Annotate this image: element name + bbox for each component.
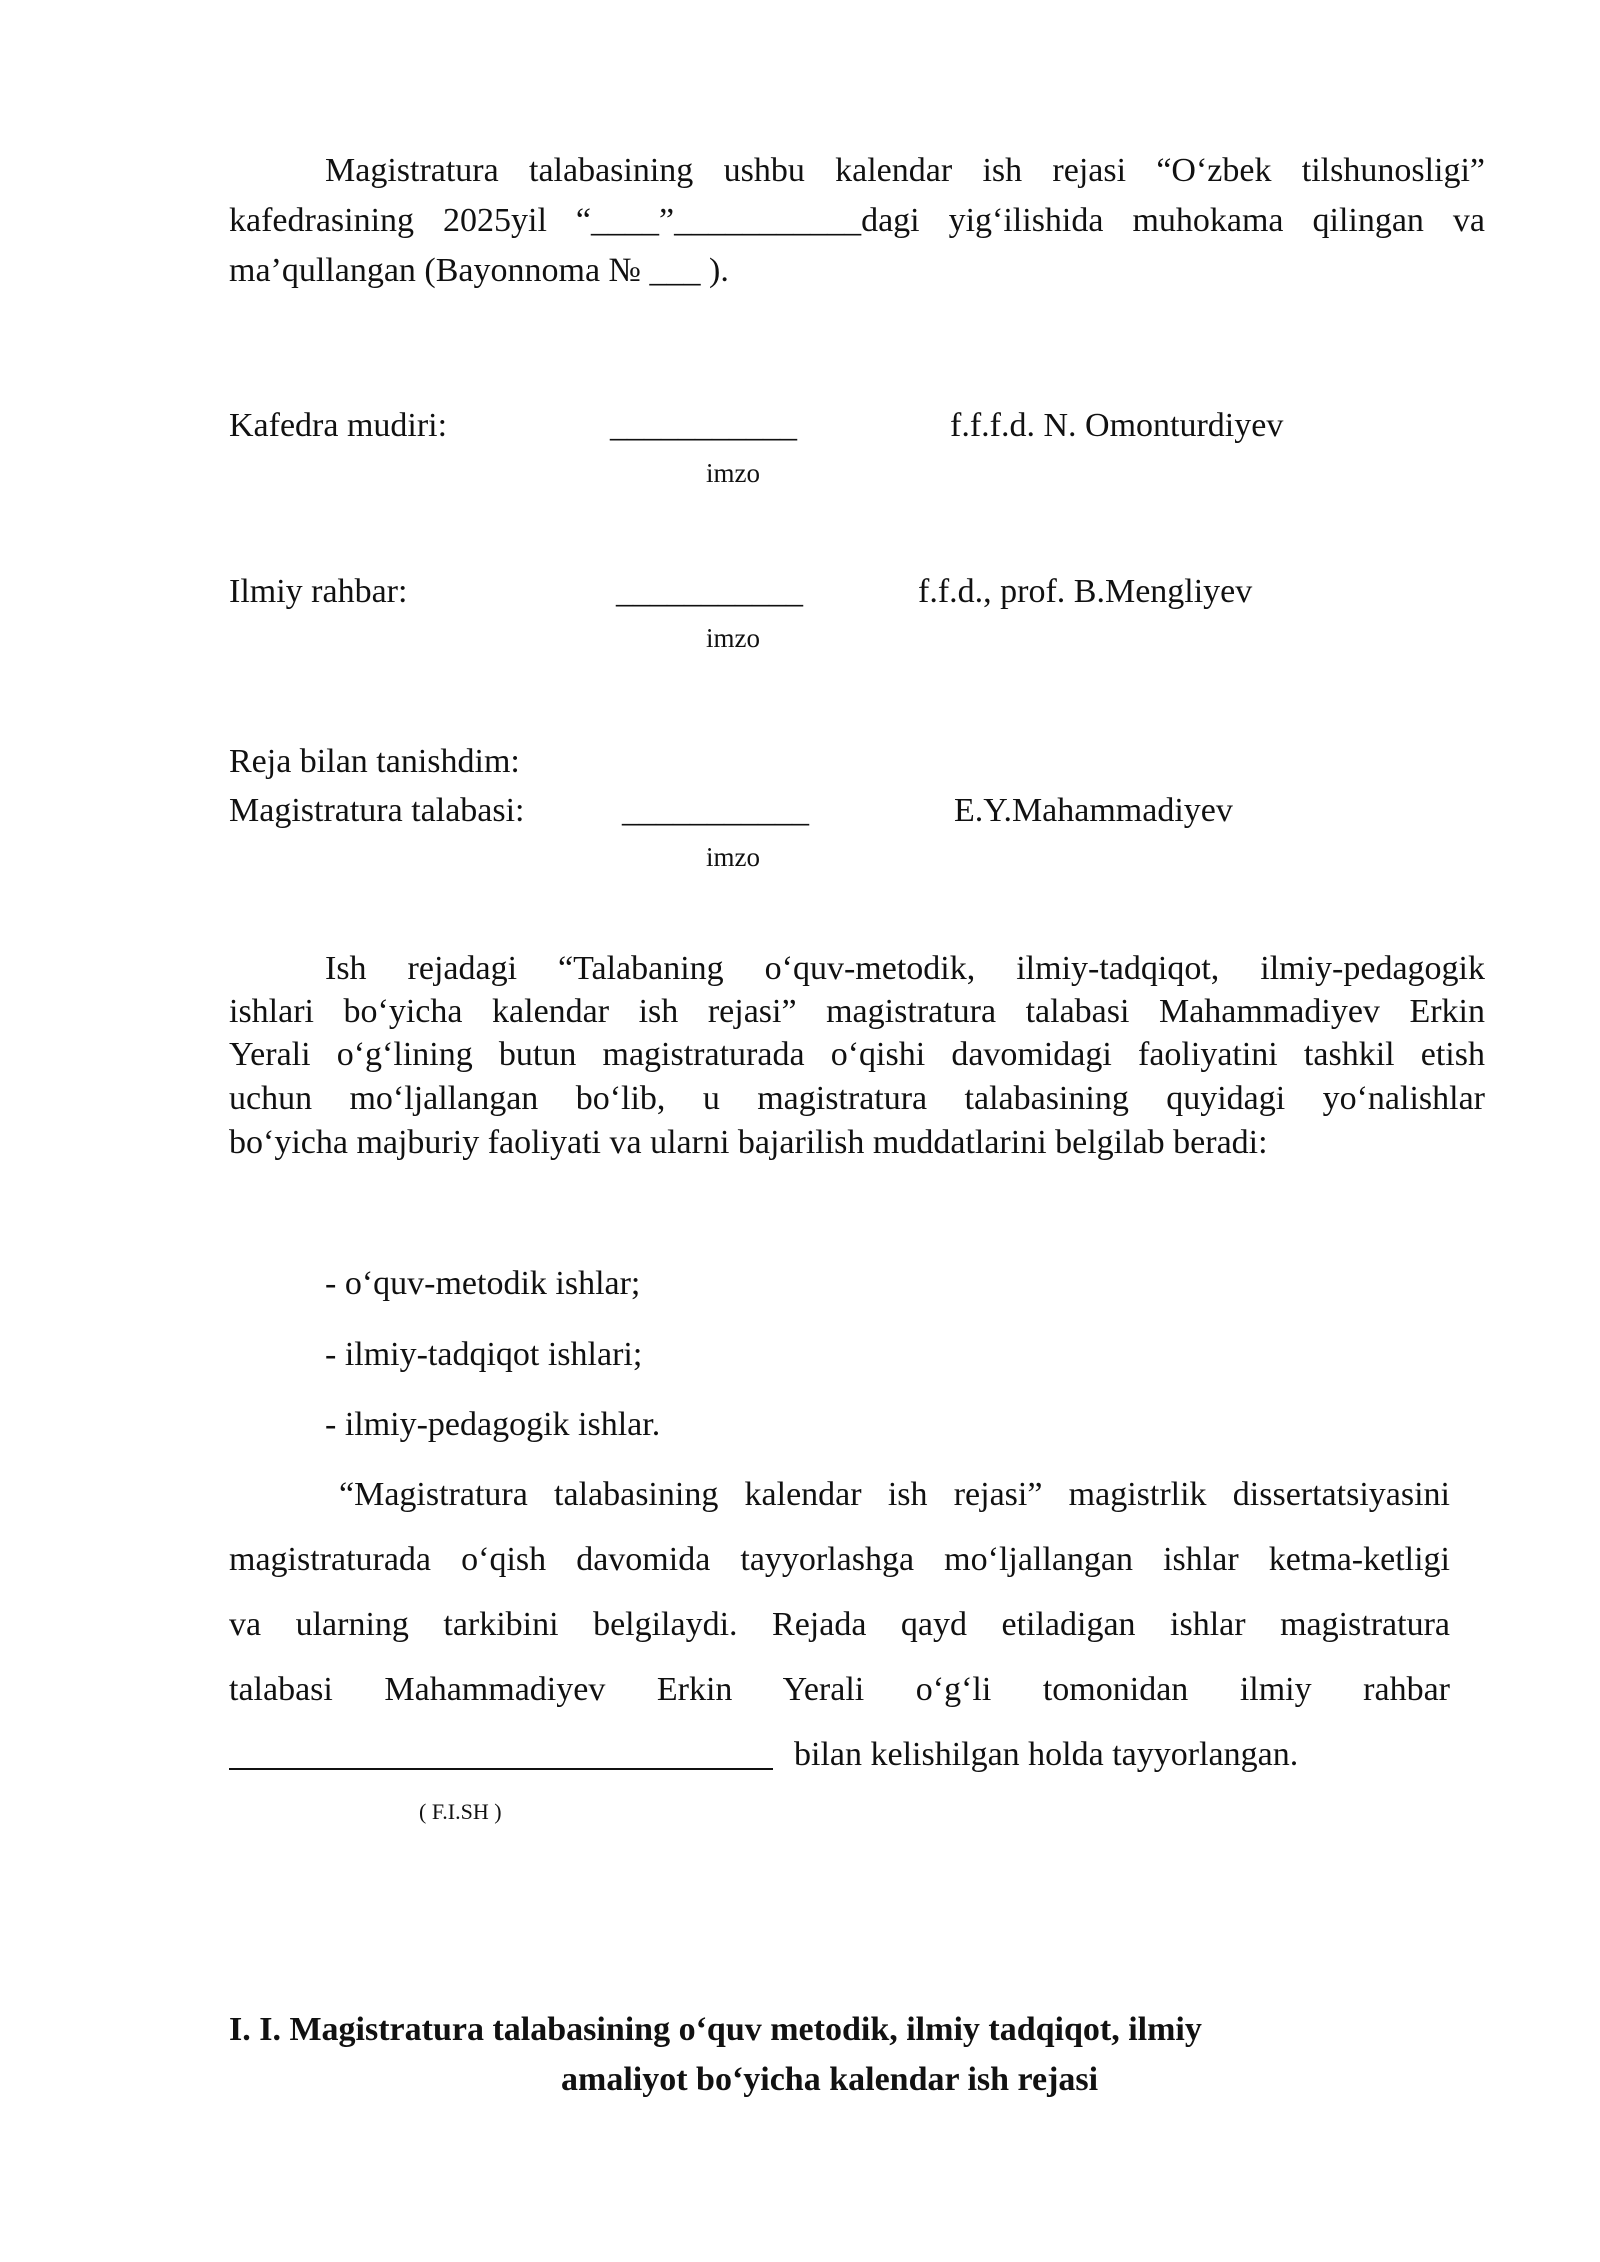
signature-role: Magistratura talabasi: [229,792,525,829]
approval-line-1: Magistratura talabasining ushbu kalendar ish rejasi “O‘zbek tilshunosligi” [325,152,1485,189]
section-heading-line-1: I. I. Magistratura talabasining o‘quv metodik, ilmiy tadqiqot, ilmiy [229,2011,1202,2048]
intro-line-1: Ish rejadagi “Talabaning o‘quv-metodik, ilmiy-tadqiqot, ilmiy-pedagogik [325,950,1485,987]
signature-name: E.Y.Mahammadiyev [954,792,1233,829]
plan-line-5: bilan kelishilgan holda tayyorlangan. [794,1736,1299,1773]
list-item: - ilmiy-pedagogik ishlar. [325,1406,661,1443]
signature-role: Kafedra mudiri: [229,407,448,444]
signature-caption: imzo [706,458,760,488]
intro-line-4: uchun mo‘ljallangan bo‘lib, u magistratura talabasining quyidagi yo‘nalishlar [229,1080,1485,1117]
plan-line-1: “Magistratura talabasining kalendar ish rejasi” magistrlik dissertatsiyasini [339,1476,1450,1513]
list-item: - ilmiy-tadqiqot ishlari; [325,1336,643,1373]
signature-blank: ___________ [622,792,809,829]
signature-blank: ___________ [610,407,797,444]
advisor-name-blank [229,1768,773,1770]
signature-blank: ___________ [616,573,803,610]
fish-caption: ( F.I.SH ) [419,1799,502,1824]
intro-line-2: ishlari bo‘yicha kalendar ish rejasi” magistratura talabasi Mahammadiyev Erkin [229,993,1485,1030]
section-heading-line-2: amaliyot bo‘yicha kalendar ish rejasi [561,2061,1099,2098]
signature-name: f.f.f.d. N. Omonturdiyev [950,407,1284,444]
approval-line-3: ma’qullangan (Bayonnoma № ___ ). [229,252,729,289]
approval-line-2: kafedrasining 2025yil “____”___________dagi yig‘ilishida muhokama qilingan va [229,202,1485,239]
plan-line-2: magistraturada o‘qish davomida tayyorlashga mo‘ljallangan ishlar ketma-ketligi [229,1541,1450,1578]
signature-acknowledgement: Reja bilan tanishdim: [229,743,520,780]
signature-caption: imzo [706,623,760,653]
plan-line-4: talabasi Mahammadiyev Erkin Yerali o‘g‘li tomonidan ilmiy rahbar [229,1671,1450,1708]
intro-line-3: Yerali o‘g‘lining butun magistraturada o‘qishi davomidagi faoliyatini tashkil etish [229,1036,1485,1073]
signature-role: Ilmiy rahbar: [229,573,408,610]
plan-line-3: va ularning tarkibini belgilaydi. Rejada qayd etiladigan ishlar magistratura [229,1606,1450,1643]
list-item: - o‘quv-metodik ishlar; [325,1265,641,1302]
signature-caption: imzo [706,842,760,872]
signature-name: f.f.d., prof. B.Mengliyev [918,573,1253,610]
intro-line-5: bo‘yicha majburiy faoliyati va ularni bajarilish muddatlarini belgilab beradi: [229,1124,1268,1161]
